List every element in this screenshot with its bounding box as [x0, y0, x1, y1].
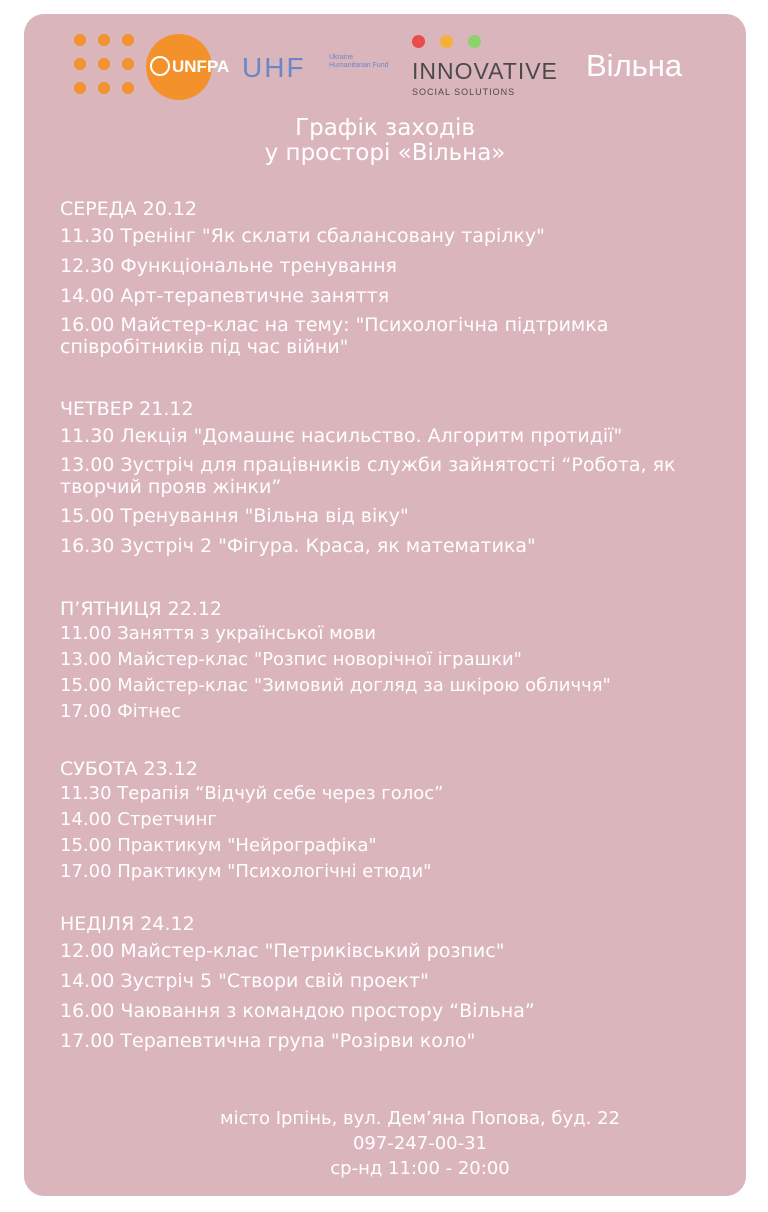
event-item: 11.30 Тренінг "Як склати сбалансовану тарілку" [60, 225, 545, 247]
footer-phone: 097-247-00-31 [352, 1133, 487, 1154]
event-item: 12.00 Майстер-клас "Петриківський розпис" [60, 940, 505, 962]
innovative-logo: INNOVATIVE [412, 58, 558, 84]
day-title: НЕДІЛЯ 24.12 [60, 913, 195, 935]
day-wednesday [60, 198, 660, 364]
event-item: 12.30 Функціональне тренування [60, 255, 397, 277]
event-item: 16.00 Майстер-клас на тему: "Психологічна підтримка співробітників під час війни" [60, 314, 609, 358]
event-item: 13.00 Майстер-клас "Розпис новорічної іграшки" [60, 649, 522, 670]
innovative-subtitle: SOCIAL SOLUTIONS [412, 87, 516, 97]
day-friday [60, 598, 611, 728]
page-title [24, 116, 746, 166]
event-item: 16.30 Зустріч 2 "Фігура. Краса, як математика" [60, 535, 536, 557]
day-title: П’ЯТНИЦЯ 22.12 [60, 598, 223, 620]
unfpa-text: UNFPA [172, 57, 230, 76]
event-item: 13.00 Зустріч для працівників служби зайнятості “Робота, як творчий прояв жінки” [60, 454, 676, 498]
day-thursday [60, 398, 715, 564]
day-saturday [60, 758, 444, 888]
day-title: СУБОТА 23.12 [60, 758, 198, 780]
event-item: 16.00 Чаювання з командою простору “Вільна” [60, 1000, 535, 1022]
event-item: 15.00 Майстер-клас "Зимовий догляд за шкірою обличчя" [60, 675, 611, 696]
uhf-logo: UHF [242, 52, 306, 83]
title-line-2: у просторі «Вільна» [264, 140, 506, 166]
event-item: 11.30 Лекція "Домашнє насильство. Алгоритм протидії" [60, 425, 623, 447]
uhf-subtitle: Ukraine Humanitarian Fund [329, 54, 389, 69]
day-title: ЧЕТВЕР 21.12 [60, 398, 194, 420]
day-sunday [60, 913, 535, 1059]
footer-hours: ср-нд 11:00 - 20:00 [330, 1158, 510, 1179]
day-title: СЕРЕДА 20.12 [60, 198, 198, 220]
event-item: 15.00 Тренування "Вільна від віку" [60, 505, 409, 527]
innovative-dots-icon [412, 35, 492, 49]
partner-logos [24, 14, 746, 124]
title-line-1: Графік заходів [295, 115, 475, 141]
event-item: 14.00 Зустріч 5 "Створи свій проект" [60, 970, 429, 992]
unfpa-logo [74, 34, 239, 104]
unfpa-dots-icon [74, 34, 144, 104]
vilna-logo: Вільна [586, 48, 683, 83]
event-item: 15.00 Практикум "Нейрографіка" [60, 835, 377, 856]
event-item: 17.00 Фітнес [60, 701, 181, 722]
event-item: 11.30 Терапія “Відчуй себе через голос” [60, 783, 444, 804]
event-item: 17.00 Практикум "Психологічні етюди" [60, 861, 432, 882]
footer-contacts [24, 1106, 746, 1181]
un-emblem-icon [150, 56, 170, 76]
unfpa-circle [146, 34, 230, 100]
event-item: 11.00 Заняття з української мови [60, 623, 376, 644]
event-item: 17.00 Терапевтична група "Розірви коло" [60, 1030, 476, 1052]
footer-address: місто Ірпінь, вул. Дем’яна Попова, буд. 22 [220, 1108, 620, 1129]
poster-card [24, 14, 746, 1196]
event-item: 14.00 Арт-терапевтичне заняття [60, 285, 390, 307]
event-item: 14.00 Стретчинг [60, 809, 217, 830]
